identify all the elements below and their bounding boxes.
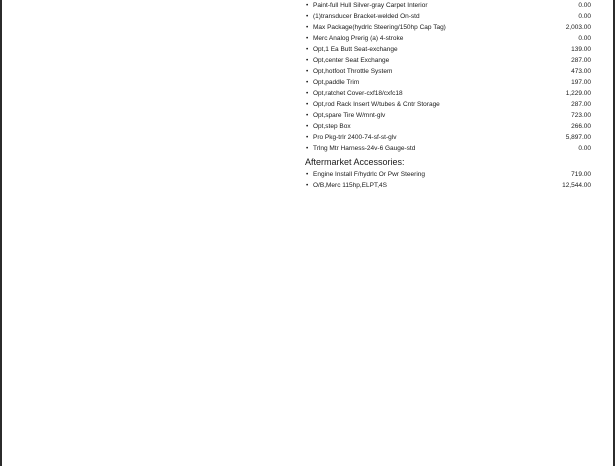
list-item: [305, 132, 591, 143]
list-item: [305, 88, 591, 99]
item-label: Opt,paddle Trim: [313, 79, 360, 86]
bullet-icon: •: [306, 145, 309, 152]
bullet-icon: •: [306, 182, 309, 189]
list-item: [305, 77, 591, 88]
list-item: [305, 169, 591, 180]
item-price: 12,544.00: [562, 182, 591, 189]
list-item: [305, 33, 591, 44]
list-item: [305, 0, 591, 11]
bullet-icon: •: [306, 68, 309, 75]
item-label: Max Package(hydrlc Steering/150hp Cap Tag): [313, 24, 446, 31]
item-price: 1,229.00: [565, 90, 591, 97]
item-label: Opt,rod Rack Insert W/tubes & Cntr Storage: [313, 101, 440, 108]
item-price: 287.00: [571, 57, 591, 64]
item-price: 0.00: [578, 2, 591, 9]
bullet-icon: •: [306, 101, 309, 108]
list-item: [305, 121, 591, 132]
item-label: Opt,center Seat Exchange: [313, 57, 390, 64]
bullet-icon: •: [306, 57, 309, 64]
aftermarket-heading: Aftermarket Accessories:: [305, 157, 405, 167]
list-item: [305, 55, 591, 66]
bullet-icon: •: [306, 123, 309, 130]
item-label: Pro Pkg-trlr 2400-74-sf-st-glv: [313, 134, 397, 141]
item-label: Opt,ratchet Cover-cxf18/cxfc18: [313, 90, 403, 97]
bullet-icon: •: [306, 134, 309, 141]
item-label: Merc Analog Prerig (a) 4-stroke: [313, 35, 404, 42]
item-label: Opt,spare Tire W/mnt-glv: [313, 112, 386, 119]
list-item: [305, 180, 591, 191]
item-label: (1)transducer Bracket-welded On-std: [313, 13, 420, 20]
item-label: Opt,1 Ea Butt Seat-exchange: [313, 46, 398, 53]
list-item: [305, 44, 591, 55]
bullet-icon: •: [306, 90, 309, 97]
item-price: 266.00: [571, 123, 591, 130]
page-edge-left: [0, 0, 2, 466]
list-item: [305, 11, 591, 22]
item-price: 139.00: [571, 46, 591, 53]
options-list: [305, 0, 591, 154]
list-item: [305, 99, 591, 110]
item-label: Opt,hotfoot Throttle System: [313, 68, 393, 75]
list-item: [305, 66, 591, 77]
item-label: Trlng Mtr Harness-24v-6 Gauge-std: [313, 145, 416, 152]
item-price: 197.00: [571, 79, 591, 86]
list-item: [305, 22, 591, 33]
bullet-icon: •: [306, 79, 309, 86]
item-label: O/B,Merc 115hp,ELPT,4S: [313, 182, 387, 189]
bullet-icon: •: [306, 112, 309, 119]
item-price: 0.00: [578, 13, 591, 20]
item-label: Engine Install F/hydrlc Or Pwr Steering: [313, 171, 425, 178]
list-item: [305, 143, 591, 154]
item-price: 0.00: [578, 145, 591, 152]
item-price: 5,897.00: [565, 134, 591, 141]
bullet-icon: •: [306, 35, 309, 42]
aftermarket-list: [305, 169, 591, 191]
item-price: 0.00: [578, 35, 591, 42]
bullet-icon: •: [306, 13, 309, 20]
price-list: [305, 0, 591, 191]
item-price: 287.00: [571, 101, 591, 108]
item-label: Paint-full Hull Silver-gray Carpet Interior: [313, 2, 428, 9]
item-price: 719.00: [571, 171, 591, 178]
bullet-icon: •: [306, 2, 309, 9]
item-price: 723.00: [571, 112, 591, 119]
item-price: 473.00: [571, 68, 591, 75]
item-price: 2,003.00: [565, 24, 591, 31]
bullet-icon: •: [306, 46, 309, 53]
list-item: [305, 110, 591, 121]
bullet-icon: •: [306, 171, 309, 178]
item-label: Opt,step Box: [313, 123, 351, 130]
bullet-icon: •: [306, 24, 309, 31]
